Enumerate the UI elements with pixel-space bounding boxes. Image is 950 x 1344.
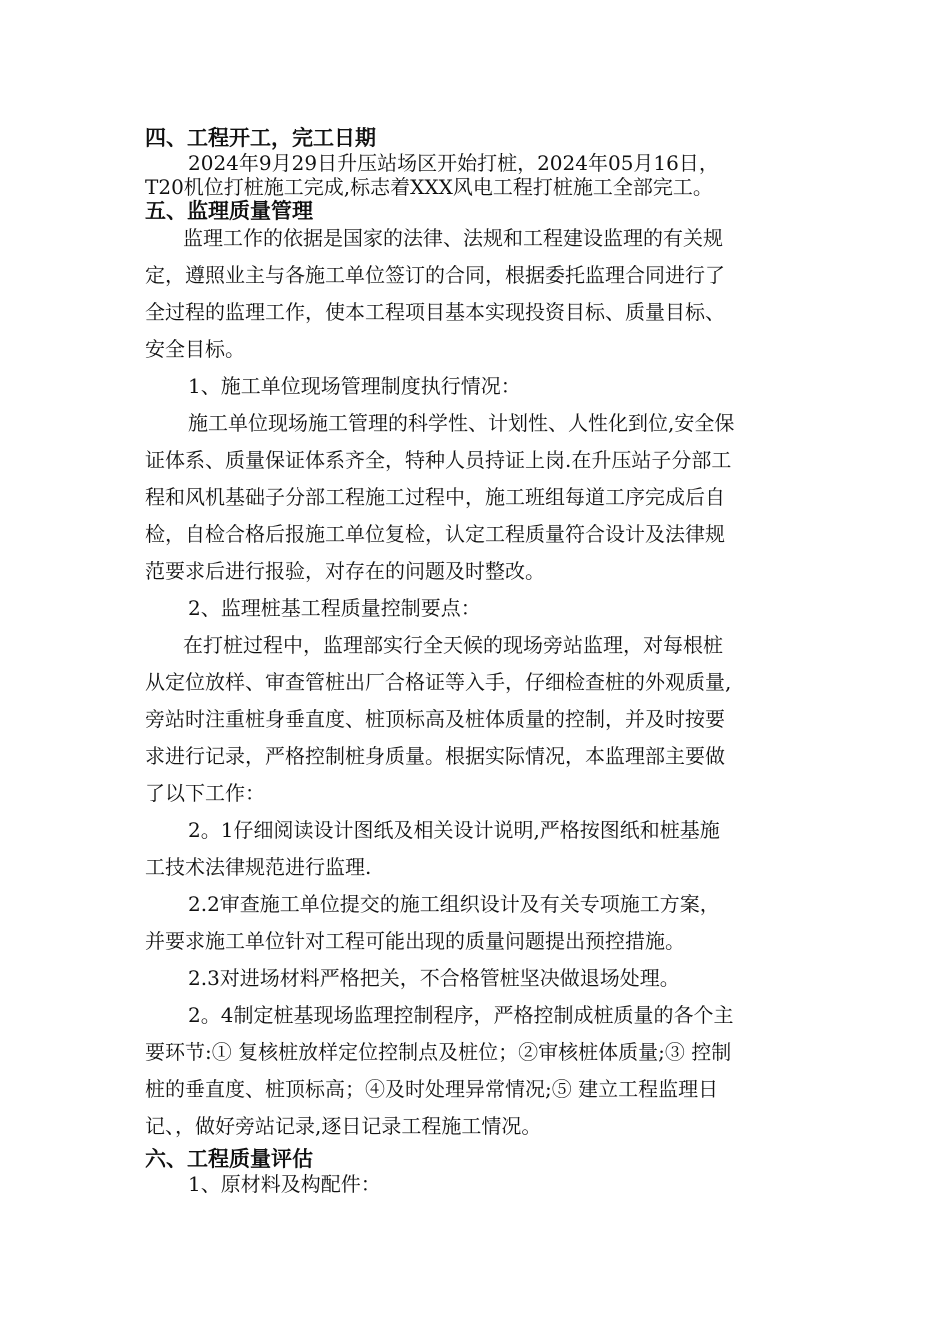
item-2-line-4: 求进行记录，严格控制桩身质量。根据实际情况，本监理部主要做 [145, 744, 725, 768]
section-5-intro-line-3: 全过程的监理工作，使本工程项目基本实现投资目标、质量目标、 [145, 300, 725, 324]
item-2-line-3: 旁站时注重桩身垂直度、桩顶标高及桩体质量的控制，并及时按要 [145, 707, 725, 731]
item-2-line-2: 从定位放样、审查管桩出厂合格证等入手，仔细检查桩的外观质量, [145, 670, 732, 694]
item-1-line-5: 范要求后进行报验，对存在的问题及时整改。 [145, 559, 545, 583]
section-5-intro-line-1: 监理工作的依据是国家的法律、法规和工程建设监理的有关规 [183, 226, 723, 250]
sub-item-2-2-line-1: 2.2审查施工单位提交的施工组织设计及有关专项施工方案， [188, 892, 720, 916]
sub-item-2-4-line-2: 要环节:① 复核桩放样定位控制点及桩位；②审核桩体质量;③ 控制 [145, 1040, 732, 1064]
section-5-intro-line-4: 安全目标。 [145, 337, 245, 361]
sub-item-2-1-line-1: 2。1仔细阅读设计图纸及相关设计说明,严格按图纸和桩基施 [188, 818, 720, 842]
section-4-heading: 四、工程开工，完工日期 [145, 126, 376, 150]
sub-item-2-2-line-2: 并要求施工单位针对工程可能出现的质量问题提出预控措施。 [145, 929, 685, 953]
item-1-line-2: 证体系、质量保证体系齐全，特种人员持证上岗.在升压站子分部工 [145, 448, 732, 472]
item-1-line-1: 施工单位现场施工管理的科学性、计划性、人性化到位,安全保 [188, 411, 735, 435]
section-5-intro-line-2: 定，遵照业主与各施工单位签订的合同，根据委托监理合同进行了 [145, 263, 725, 287]
sub-item-2-1-line-2: 工技术法律规范进行监理. [145, 855, 372, 879]
item-2-line-1: 在打桩过程中，监理部实行全天候的现场旁站监理，对每根桩 [183, 633, 723, 657]
section-4-line-1: 2024年9月29日升压站场区开始打桩，2024年05月16日， [188, 151, 719, 175]
sub-item-2-4-line-1: 2。4制定桩基现场监理控制程序，严格控制成桩质量的各个主 [188, 1003, 734, 1027]
sub-item-2-4-line-4: 记、，做好旁站记录,逐日记录工程施工情况。 [145, 1114, 542, 1138]
item-1-line-4: 检，自检合格后报施工单位复检，认定工程质量符合设计及法律规 [145, 522, 725, 546]
sub-item-2-3-line-1: 2.3对进场材料严格把关，不合格管桩坚决做退场处理。 [188, 966, 680, 990]
item-2-title: 2、监理桩基工程质量控制要点： [188, 596, 481, 620]
section-5-heading: 五、监理质量管理 [145, 199, 313, 223]
item-1-line-3: 程和风机基础子分部工程施工过程中，施工班组每道工序完成后自 [145, 485, 725, 509]
section-6-item-1-title: 1、原材料及构配件： [188, 1172, 381, 1196]
item-2-line-5: 了以下工作： [145, 781, 265, 805]
section-4-line-2: T20机位打桩施工完成,标志着XXX风电工程打桩施工全部完工。 [145, 175, 713, 199]
item-1-title: 1、施工单位现场管理制度执行情况： [188, 374, 521, 398]
section-6-heading: 六、工程质量评估 [145, 1147, 313, 1171]
sub-item-2-4-line-3: 桩的垂直度、桩顶标高；④及时处理异常情况;⑤ 建立工程监理日 [145, 1077, 719, 1101]
